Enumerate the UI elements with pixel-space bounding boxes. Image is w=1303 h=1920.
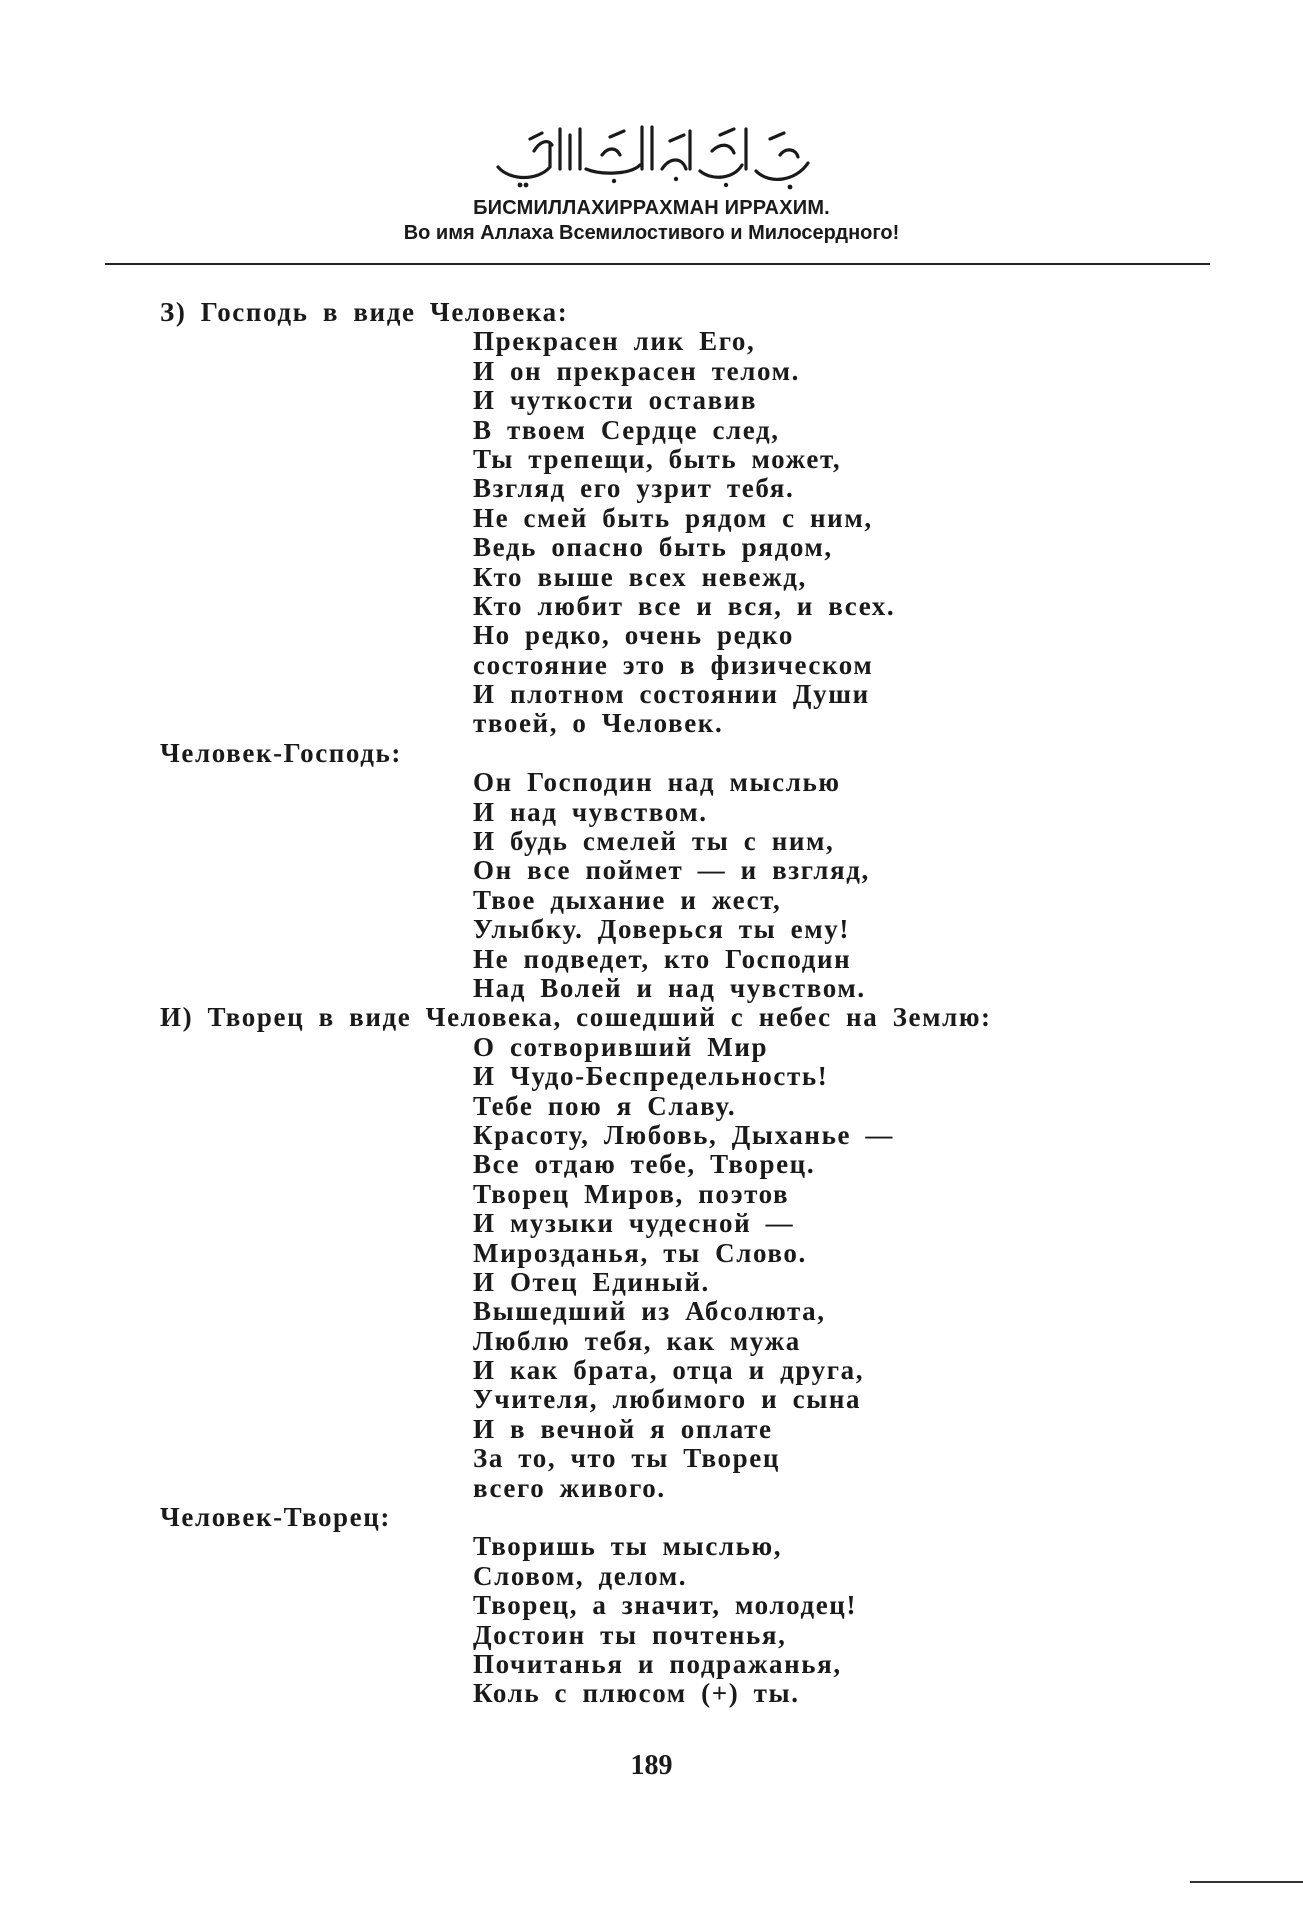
verse-line: И Чудо-Беспредельность! bbox=[473, 1061, 829, 1092]
page-number: 189 bbox=[630, 1750, 673, 1781]
verse-line: Не подведет, кто Господин bbox=[473, 943, 852, 974]
verse-line: Над Волей и над чувством. bbox=[473, 972, 866, 1003]
verse-line: Твое дыхание и жест, bbox=[473, 884, 782, 915]
verse-line: состояние это в физическом bbox=[473, 649, 874, 680]
header-divider bbox=[105, 263, 1210, 265]
verse-line: Он Господин над мыслью bbox=[473, 767, 841, 798]
verse-line: Творишь ты мыслью, bbox=[473, 1531, 783, 1562]
verse-line: всего живого. bbox=[473, 1472, 666, 1503]
verse-line: твоей, о Человек. bbox=[473, 708, 724, 739]
verse-line: Почитанья и подражанья, bbox=[473, 1648, 842, 1679]
verse-line: И в вечной я оплате bbox=[473, 1413, 773, 1444]
verse-line: Взгляд его узрит тебя. bbox=[473, 473, 795, 504]
verse-line: О сотворивший Мир bbox=[473, 1031, 769, 1062]
verse-line: И он прекрасен телом. bbox=[473, 355, 800, 386]
section-heading: И) Творец в виде Человека, сошедший с небес на Землю: bbox=[160, 1002, 992, 1033]
verse-line: И Отец Единый. bbox=[473, 1266, 710, 1297]
verse-line: Тебе пою я Славу. bbox=[473, 1090, 737, 1121]
verse-line: И будь смелей ты с ним, bbox=[473, 826, 835, 857]
verse-line: Люблю тебя, как мужа bbox=[473, 1325, 801, 1356]
verse-line: Достоин ты почтенья, bbox=[473, 1619, 787, 1650]
verse-line: Творец Миров, поэтов bbox=[473, 1178, 790, 1209]
verse-line: И как брата, отца и друга, bbox=[473, 1355, 865, 1386]
verse-line: Ты трепещи, быть может, bbox=[473, 443, 842, 474]
bismillah-calligraphy-icon bbox=[490, 115, 820, 195]
verse-line: В твоем Сердце след, bbox=[473, 414, 780, 445]
verse-line: За то, что ты Творец bbox=[473, 1443, 781, 1474]
section-heading: Человек-Господь: bbox=[160, 737, 402, 768]
verse-line: Творец, а значит, молодец! bbox=[473, 1590, 858, 1621]
verse-line: И музыки чудесной — bbox=[473, 1208, 795, 1239]
verse-line: Словом, делом. bbox=[473, 1560, 688, 1591]
verse-line: И плотном состоянии Души bbox=[473, 679, 870, 710]
bismillah-calligraphy bbox=[490, 115, 820, 195]
verse-line: Он все поймет — и взгляд, bbox=[473, 855, 870, 886]
verse-line: Красоту, Любовь, Дыханье — bbox=[473, 1119, 894, 1150]
verse-line: Коль с плюсом (+) ты. bbox=[473, 1678, 800, 1709]
verse-line: Все отдаю тебе, Творец. bbox=[473, 1149, 816, 1180]
header-subtitle: Во имя Аллаха Всемилостивого и Милосердного! bbox=[403, 222, 900, 244]
section-heading: Человек-Творец: bbox=[160, 1502, 391, 1533]
verse-line: Не смей быть рядом с ним, bbox=[473, 502, 873, 533]
verse-line: Улыбку. Доверься ты ему! bbox=[473, 914, 850, 945]
verse-line: Мирозданья, ты Слово. bbox=[473, 1237, 807, 1268]
verse-line: Ведь опасно быть рядом, bbox=[473, 532, 833, 563]
scan-edge-mark bbox=[1190, 1881, 1303, 1883]
verse-line: Вышедший из Абсолюта, bbox=[473, 1296, 826, 1327]
verse-line: И чуткости оставив bbox=[473, 385, 758, 416]
section-heading: З) Господь в виде Человека: bbox=[160, 297, 569, 327]
verse-line: Учителя, любимого и сына bbox=[473, 1384, 862, 1415]
verse-line: Кто любит все и вся, и всех. bbox=[473, 590, 896, 621]
poem-body bbox=[0, 298, 1303, 1709]
verse-line: Но редко, очень редко bbox=[473, 620, 794, 651]
header-title: БИСМИЛЛАХИРРАХМАН ИРРАХИМ. bbox=[473, 197, 830, 219]
verse-line: Кто выше всех невежд, bbox=[473, 561, 807, 592]
verse-line: Прекрасен лик Его, bbox=[473, 326, 756, 357]
verse-line: И над чувством. bbox=[473, 796, 708, 827]
